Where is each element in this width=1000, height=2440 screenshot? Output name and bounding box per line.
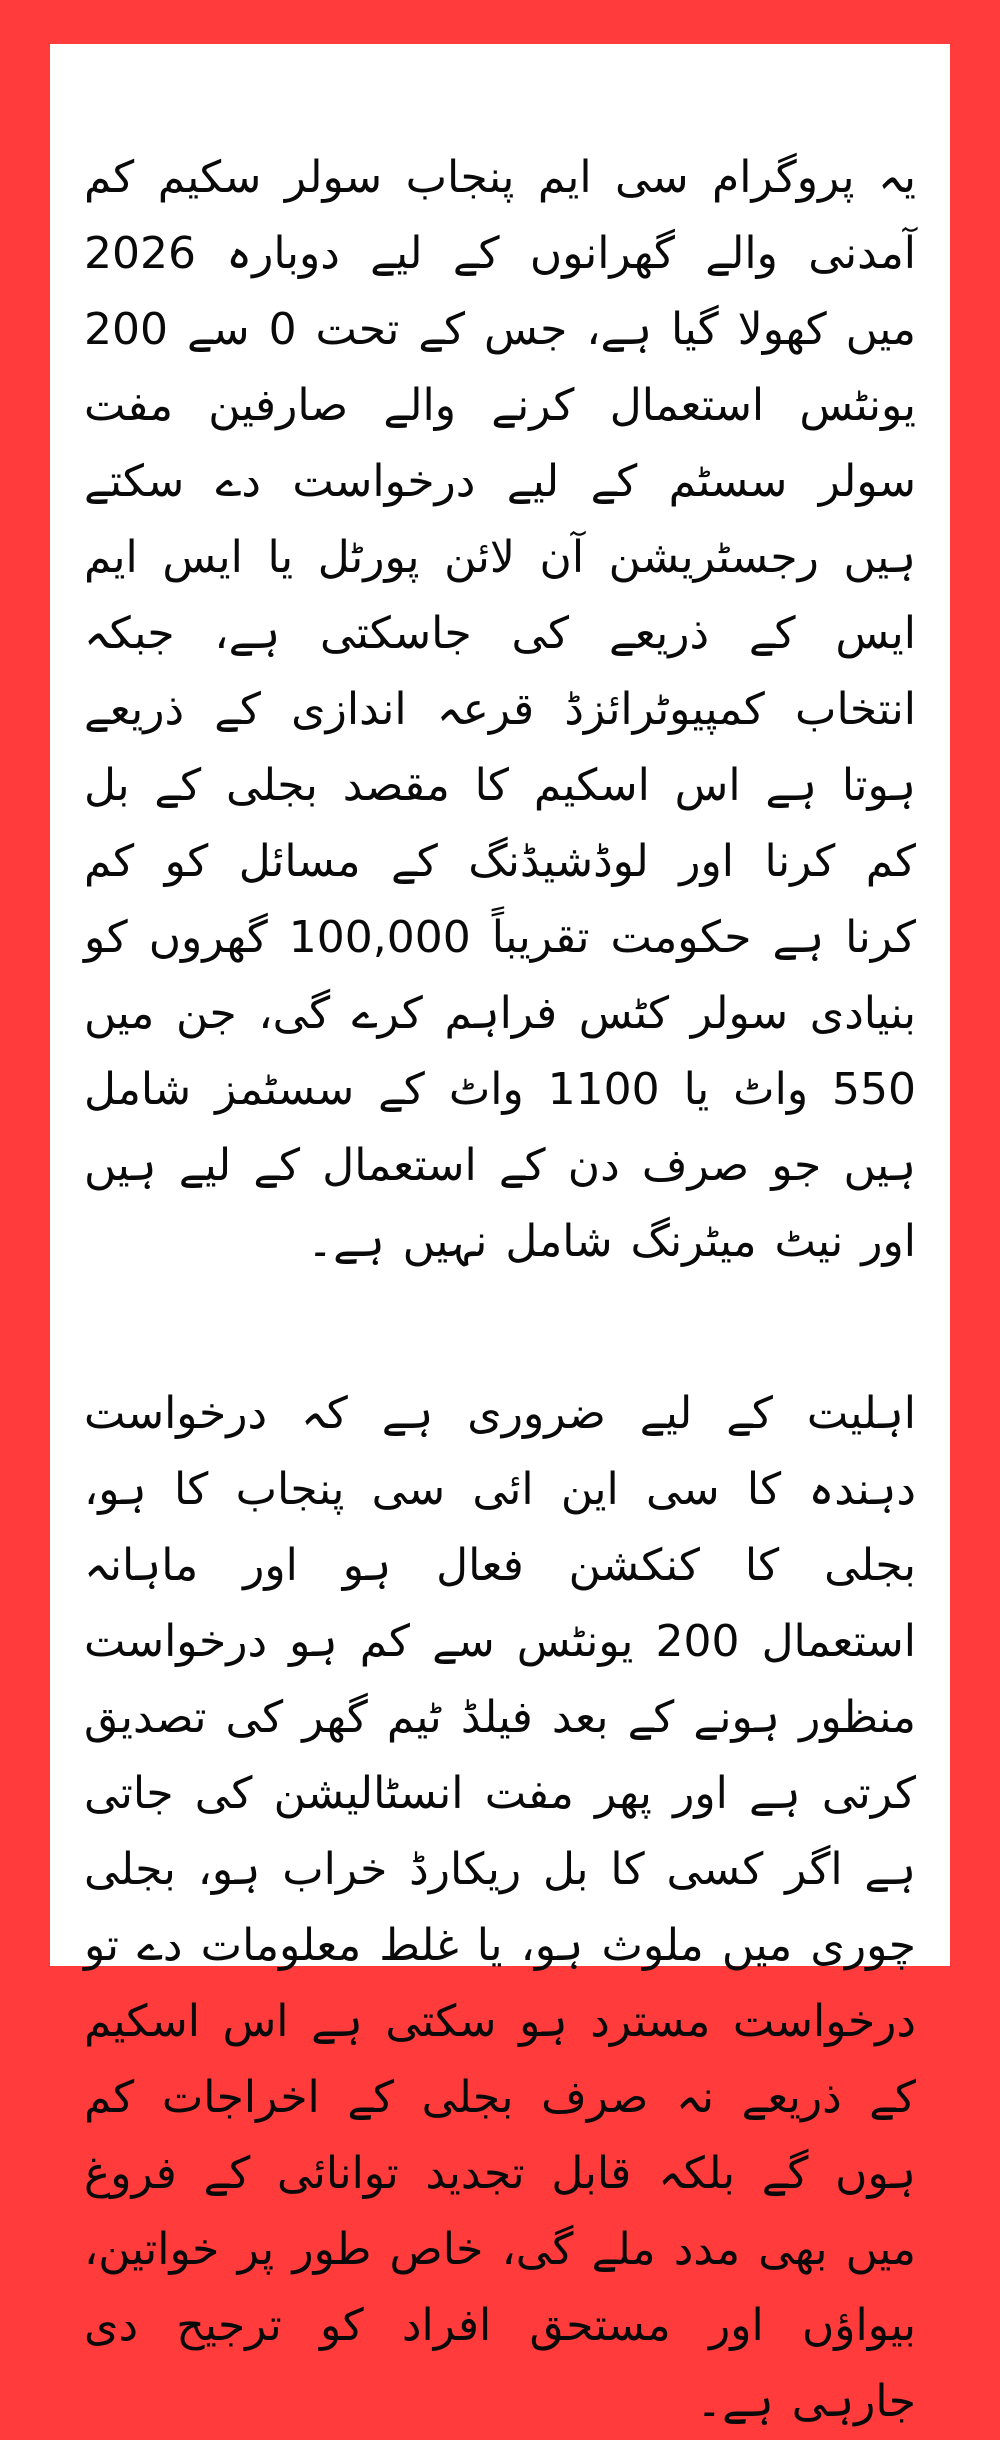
paragraph-eligibility: اہلیت کے لیے ضروری ہے کہ درخواست دہندہ کا سی این ائی سی پنجاب کا ہو، بجلی کا کنکشن فعال ہو اور ماہانہ استعمال 200 یونٹس سے کم ہو درخواست منظور ہونے کے بعد فیلڈ ٹیم گھر کی تصدیق کرتی ہے اور پھر مفت انسٹالیشن کی جاتی ہے اگر کسی کا بل ریکارڈ خراب ہو، بجلی چوری میں ملوث ہو، یا غلط معلومات دے تو درخواست مسترد ہو سکتی ہے اس اسکیم کے ذریعے نہ صرف بجلی کے اخراجات کم ہوں گے بلکہ قابل تجدید توانائی کے فروغ میں بھی مدد ملے گی، خاص طور پر خواتین، بیواؤں اور مستحق افراد کو ترجیح دی جارہی ہے۔	[84, 1388, 916, 2427]
document-page	[50, 44, 950, 2427]
paragraph-solar-scheme-overview: یہ پروگرام سی ایم پنجاب سولر سکیم کم آمدنی والے گھرانوں کے لیے دوبارہ 2026 میں کھولا گیا ہے، جس کے تحت 0 سے 200 یونٹس استعمال کرنے والے صارفین مفت سولر سسٹم کے لیے درخواست دے سکتے ہیں رجسٹریشن آن لائن پورٹل یا ایس ایم ایس کے ذریعے کی جاسکتی ہے، جبکہ انتخاب کمپیوٹرائزڈ قرعہ اندازی کے ذریعے ہوتا ہے اس اسکیم کا مقصد بجلی کے بل کم کرنا اور لوڈشیڈنگ کے مسائل کو کم کرنا ہے حکومت تقریباً 100,000 گھروں کو بنیادی سولر کٹس فراہم کرے گی، جن میں 550 واٹ یا 1100 واٹ کے سسٹمز شامل ہیں جو صرف دن کے استعمال کے لیے ہیں اور نیٹ میٹرنگ شامل نہیں ہے۔	[84, 152, 917, 1267]
